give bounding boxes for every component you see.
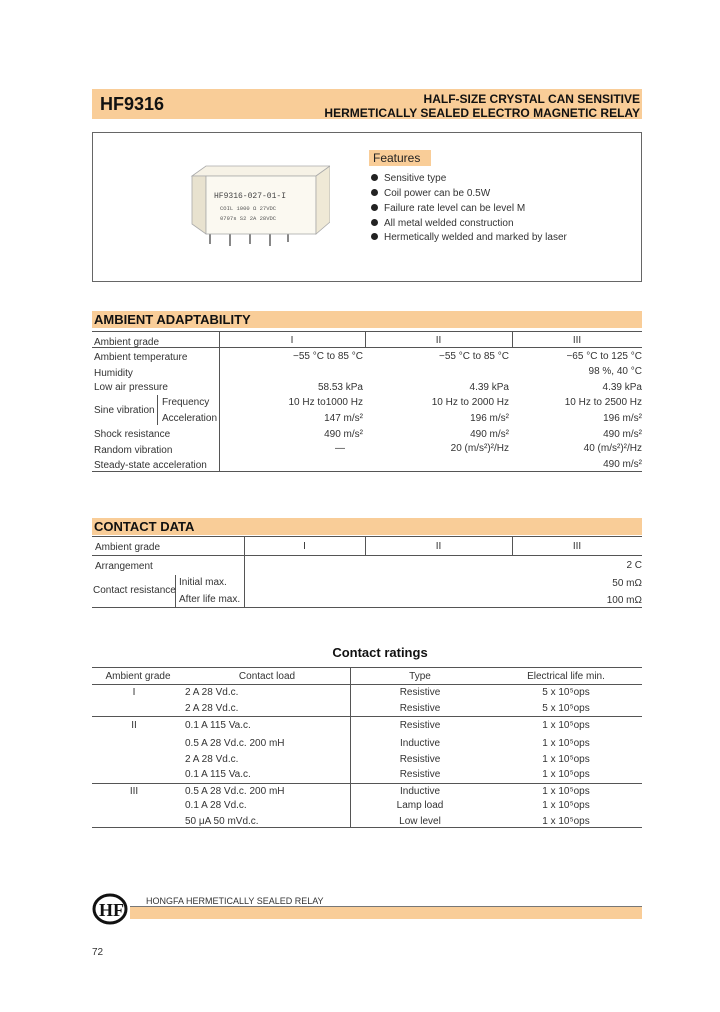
sub-label: Frequency (162, 397, 210, 408)
rating-load: 0.1 A 115 Va.c. (185, 769, 251, 780)
rating-life: 5 x 10⁵ops (542, 703, 590, 714)
rating-life: 5 x 10⁵ops (542, 687, 590, 698)
grade-value: III (572, 541, 582, 552)
rating-type: Resistive (399, 754, 441, 765)
row-label: Ambient grade (94, 337, 160, 348)
grade-value: II (435, 335, 442, 346)
rating-load: 2 A 28 Vd.c. (185, 754, 239, 765)
row-label: Random vibration (94, 445, 173, 456)
cell-value: 147 m/s² (324, 413, 363, 424)
column-header: Contact load (238, 671, 296, 682)
logo-text: HF (99, 900, 124, 920)
table-rule (157, 395, 158, 425)
title-line-1: HALF-SIZE CRYSTAL CAN SENSITIVE (423, 92, 640, 106)
row-label: Ambient temperature (94, 352, 188, 363)
rating-type: Resistive (399, 720, 441, 731)
title-line-2: HERMETICALLY SEALED ELECTRO MAGNETIC RELAY (324, 106, 640, 120)
rating-load: 0.5 A 28 Vd.c. 200 mH (185, 738, 285, 749)
cell-value: −55 °C to 85 °C (293, 351, 363, 362)
cell-value: 98 %, 40 °C (588, 366, 642, 377)
rating-life: 1 x 10⁵ops (542, 754, 590, 765)
feature-item: Sensitive type (371, 173, 446, 184)
page-number: 72 (92, 947, 104, 958)
table-rule (92, 667, 642, 668)
bullet-icon (371, 233, 378, 240)
rating-grade: III (129, 786, 139, 797)
row-label: Contact resistance (93, 585, 176, 596)
row-label: Sine vibration (94, 405, 155, 416)
cell-value: 490 m/s² (603, 429, 642, 440)
row-label: Steady-state acceleration (94, 460, 207, 471)
footer-bar (130, 907, 642, 919)
cell-value: −65 °C to 125 °C (566, 351, 642, 362)
rating-type: Resistive (399, 687, 441, 698)
row-label: Shock resistance (94, 429, 171, 440)
cell-value: 4.39 kPa (602, 382, 642, 393)
rating-life: 1 x 10⁵ops (542, 786, 590, 797)
cell-value: 40 (m/s²)²/Hz (583, 443, 642, 454)
grade-value: II (435, 541, 442, 552)
bullet-icon (371, 204, 378, 211)
rating-load: 0.5 A 28 Vd.c. 200 mH (185, 786, 285, 797)
rating-type: Lamp load (396, 800, 444, 811)
features-title: Features (369, 150, 431, 166)
hongfa-logo (92, 893, 132, 925)
cell-value: 10 Hz to 2000 Hz (431, 397, 509, 408)
cell-value: 50 mΩ (612, 578, 642, 589)
feature-item: Hermetically welded and marked by laser (371, 232, 567, 243)
rating-load: 2 A 28 Vd.c. (185, 703, 239, 714)
table-rule (92, 607, 642, 608)
rating-life: 1 x 10⁵ops (542, 720, 590, 731)
rating-type: Inductive (399, 738, 441, 749)
table-rule (92, 827, 642, 828)
cell-value: −55 °C to 85 °C (439, 351, 509, 362)
rating-type: Resistive (399, 769, 441, 780)
table-rule (92, 555, 642, 556)
column-header: Electrical life min. (527, 671, 605, 682)
cell-value: — (335, 443, 345, 454)
cell-value: 490 m/s² (603, 459, 642, 470)
table-rule (92, 783, 642, 784)
relay-marking-3: 0797s S2 2A 28VDC (220, 215, 277, 222)
rating-type: Inductive (399, 786, 441, 797)
table-rule (92, 471, 642, 472)
rating-grade: I (132, 687, 136, 698)
cell-value: 58.53 kPa (317, 382, 363, 393)
bullet-icon (371, 174, 378, 181)
ambient-section-title: AMBIENT ADAPTABILITY (92, 311, 642, 328)
row-label: Low air pressure (94, 382, 168, 393)
rating-life: 1 x 10⁵ops (542, 738, 590, 749)
contact-section-title: CONTACT DATA (92, 518, 642, 535)
rating-life: 1 x 10⁵ops (542, 800, 590, 811)
row-label: Ambient grade (95, 542, 161, 553)
cell-value: 4.39 kPa (469, 382, 509, 393)
grade-value: I (290, 335, 294, 346)
column-header: Type (409, 671, 431, 682)
rating-load: 2 A 28 Vd.c. (185, 687, 239, 698)
relay-marking-1: HF9316-027-01-I (214, 192, 287, 201)
table-rule (92, 684, 642, 685)
feature-item: Failure rate level can be level M (371, 203, 525, 214)
cell-value: 20 (m/s²)²/Hz (450, 443, 509, 454)
bullet-icon (371, 189, 378, 196)
cell-value: 490 m/s² (470, 429, 509, 440)
cell-value: 196 m/s² (470, 413, 509, 424)
sub-label: Initial max. (179, 577, 227, 588)
footer-company: HONGFA HERMETICALLY SEALED RELAY (146, 896, 324, 906)
table-rule (92, 331, 642, 332)
table-rule (92, 536, 642, 537)
table-rule (92, 716, 642, 717)
feature-item: Coil power can be 0.5W (371, 188, 490, 199)
column-header: Ambient grade (105, 671, 171, 682)
feature-box (92, 132, 642, 282)
relay-marking-2: COIL 1000 Ω 27VDC (220, 205, 277, 212)
model-number: HF9316 (100, 94, 165, 114)
cell-value: 100 mΩ (606, 595, 642, 606)
rating-type: Resistive (399, 703, 441, 714)
cell-value: 196 m/s² (603, 413, 642, 424)
cell-value: 2 C (626, 560, 642, 571)
row-label: Humidity (94, 368, 133, 379)
rating-life: 1 x 10⁵ops (542, 769, 590, 780)
bullet-icon (371, 219, 378, 226)
relay-image (190, 160, 330, 250)
rating-load: 0.1 A 115 Va.c. (185, 720, 251, 731)
feature-item: All metal welded construction (371, 218, 514, 229)
grade-value: I (303, 541, 306, 552)
cell-value: 490 m/s² (324, 429, 363, 440)
grade-value: III (572, 335, 582, 346)
row-label: Arrangement (95, 561, 153, 572)
cell-value: 10 Hz to 2500 Hz (564, 397, 642, 408)
rating-life: 1 x 10⁵ops (542, 816, 590, 827)
rating-load: 0.1 A 28 Vd.c. (185, 800, 247, 811)
sub-label: Acceleration (162, 413, 218, 424)
rating-load: 50 μA 50 mVd.c. (185, 816, 259, 827)
ratings-title: Contact ratings (332, 645, 428, 660)
rating-grade: II (131, 720, 137, 731)
table-rule (92, 347, 642, 348)
cell-value: 10 Hz to1000 Hz (288, 397, 363, 408)
sub-label: After life max. (179, 594, 241, 605)
rating-type: Low level (399, 816, 441, 827)
